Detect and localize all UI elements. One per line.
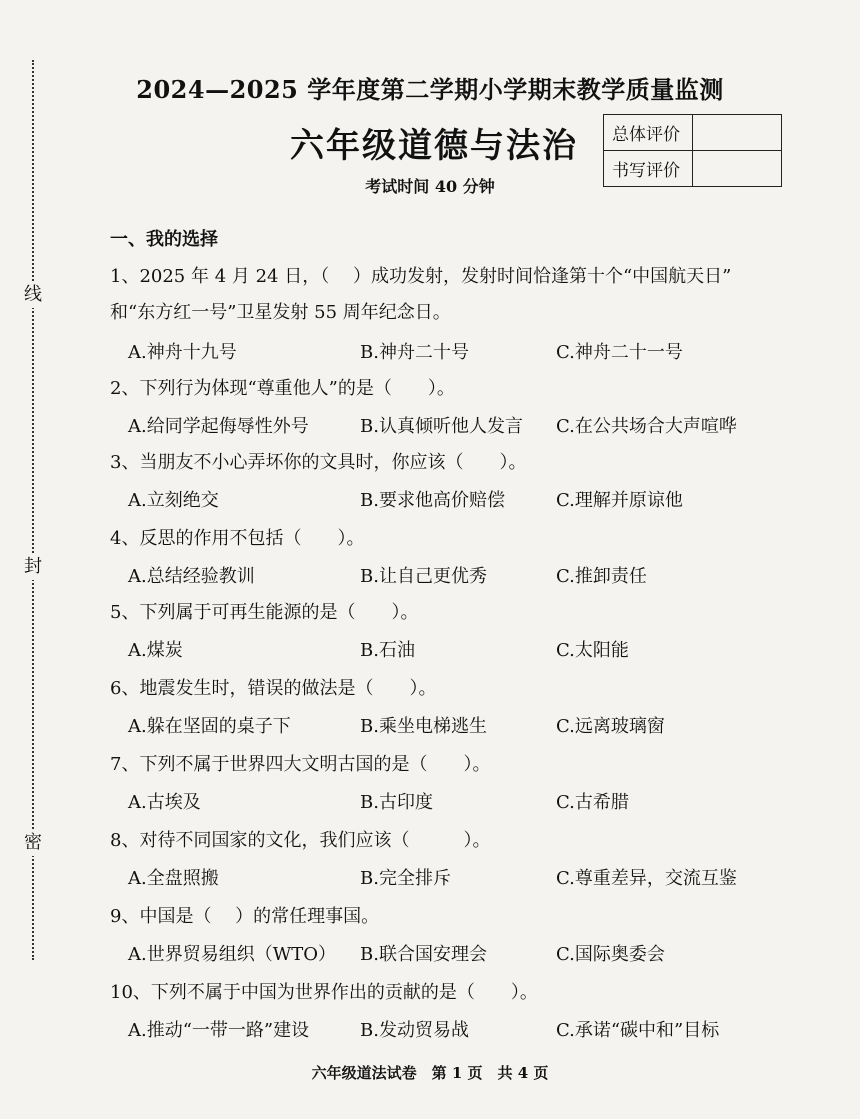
option-b: B.神舟二十号 [360,342,469,363]
question-3-text: 3、当朋友不小心弄坏你的文具时，你应该（ ）。 [110,452,527,473]
option-a: A.立刻绝交 [128,490,219,511]
section-title: 一、我的选择 [110,229,218,250]
question-8-text: 8、对待不同国家的文化，我们应该（ ）。 [110,830,491,851]
option-b: B.认真倾听他人发言 [360,416,523,437]
option-a: A.煤炭 [128,640,183,661]
option-c: C.尊重差异，交流互鉴 [556,868,737,889]
writing-evaluation-label: 书写评价 [604,151,693,187]
exam-time: 考试时间 40 分钟 [365,177,495,196]
option-b: B.古印度 [360,792,433,813]
option-b: B.发动贸易战 [360,1020,469,1041]
total-evaluation-label: 总体评价 [604,115,693,151]
question-5-text: 5、下列属于可再生能源的是（ ）。 [110,602,419,623]
option-c: C.国际奥委会 [556,944,665,965]
page-footer: 六年级道法试卷 第 1 页 共 4 页 [311,1064,549,1082]
option-a: A.总结经验教训 [128,566,255,587]
option-c: C.承诺“碳中和”目标 [556,1020,720,1041]
option-b: B.完全排斥 [360,868,451,889]
option-a: A.躲在坚固的桌子下 [128,716,291,737]
subject-title: 六年级道德与法治 [290,126,578,166]
question-9-text: 9、中国是（ ）的常任理事国。 [110,906,380,927]
question-7-text: 7、下列不属于世界四大文明古国的是（ ）。 [110,754,491,775]
option-b: B.联合国安理会 [360,944,487,965]
option-b: B.乘坐电梯逃生 [360,716,487,737]
option-c: C.远离玻璃窗 [556,716,665,737]
option-a: A.全盘照搬 [128,868,219,889]
total-evaluation-cell [693,115,782,151]
option-c: C.神舟二十一号 [556,342,683,363]
question-1-text: 1、2025 年 4 月 24 日，（ ）成功发射，发射时间恰逢第十个“中国航天日” [110,266,732,287]
option-c: C.理解并原谅他 [556,490,683,511]
question-4-text: 4、反思的作用不包括（ ）。 [110,528,365,549]
option-a: A.给同学起侮辱性外号 [128,416,309,437]
question-2-text: 2、下列行为体现“尊重他人”的是（ ）。 [110,378,455,399]
option-b: B.要求他高价赔偿 [360,490,505,511]
exam-title: 2024—2025 学年度第二学期小学期末教学质量监测 [136,75,724,104]
option-c: C.推卸责任 [556,566,647,587]
option-c: C.古希腊 [556,792,629,813]
binding-mark-secret: 密 [20,830,46,856]
option-b: B.石油 [360,640,415,661]
binding-mark-line: 线 [20,282,46,308]
option-c: C.太阳能 [556,640,629,661]
option-c: C.在公共场合大声喧哗 [556,416,737,437]
question-10-text: 10、下列不属于中国为世界作出的贡献的是（ ）。 [110,982,538,1003]
option-a: A.神舟十九号 [128,342,237,363]
binding-mark-seal: 封 [20,554,46,580]
option-a: A.古埃及 [128,792,201,813]
option-b: B.让自己更优秀 [360,566,487,587]
question-6-text: 6、地震发生时，错误的做法是（ ）。 [110,678,437,699]
option-a: A.推动“一带一路”建设 [128,1020,310,1041]
question-1-text-cont: 和“东方红一号”卫星发射 55 周年纪念日。 [110,302,451,323]
option-a: A.世界贸易组织（WTO） [128,944,336,965]
